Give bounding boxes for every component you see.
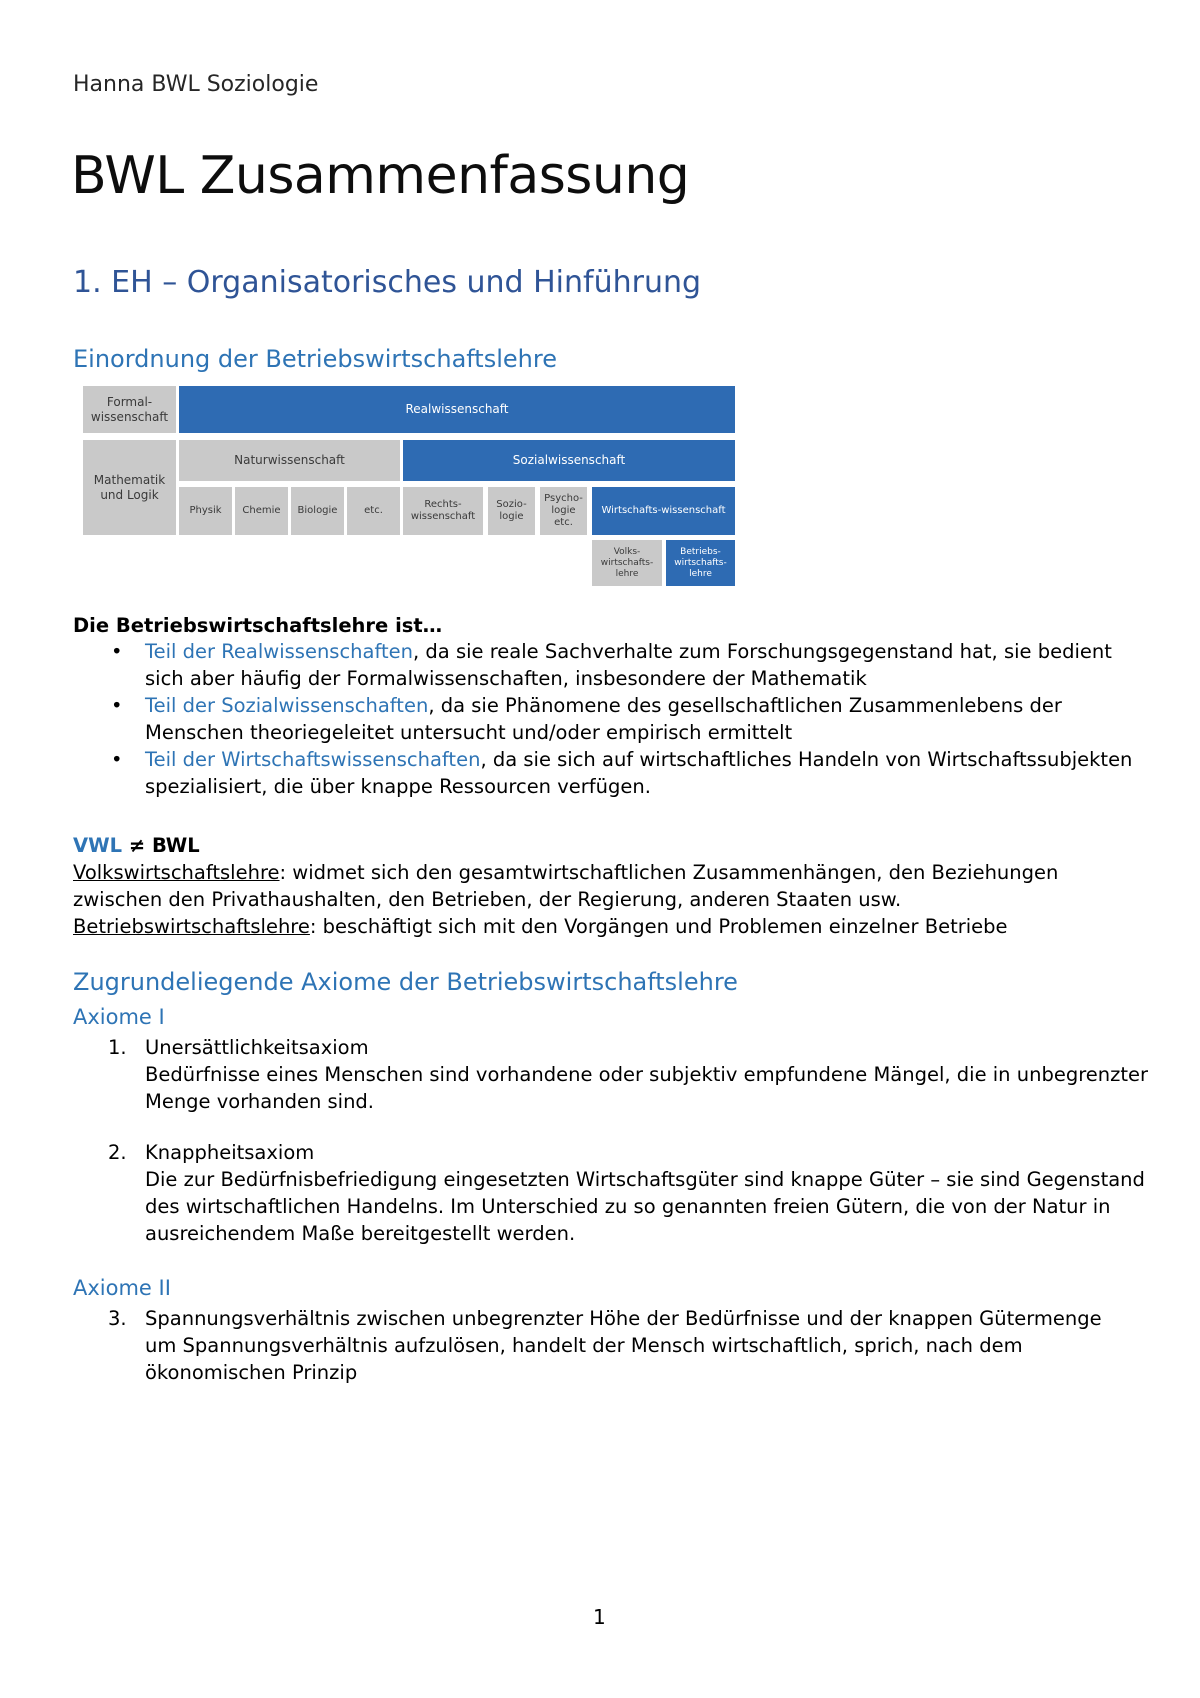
axiom-item-2 (73, 1139, 1153, 1247)
item-title: Spannungsverhältnis zwischen unbegrenzter Höhe der Bedürfnisse und der knappen Gütermenge (145, 1307, 1102, 1330)
item-text: um Spannungsverhältnis aufzulösen, handelt der Mensch wirtschaftlich, sprich, nach dem ökonomischen Prinzip (145, 1334, 1023, 1384)
real-science-box: Realwissenschaft (179, 386, 735, 433)
vwl-definition-text: : widmet sich den gesamtwirtschaftlichen Zusammenhängen, den Beziehungen zwischen den Privathaushalten, den Betrieben, der Regierung, anderen Staaten usw. (73, 861, 1059, 911)
item-title: Unersättlichkeitsaxiom (145, 1036, 369, 1059)
bwl-definition (73, 913, 1153, 940)
item-link-text: Teil der Realwissenschaften (145, 640, 414, 663)
item-number: 1. (108, 1036, 127, 1059)
item-title: Knappheitsaxiom (145, 1141, 315, 1164)
biology-box: Biologie (291, 487, 344, 535)
item-number: 2. (108, 1141, 127, 1164)
item-number: 3. (108, 1307, 127, 1330)
bullet-icon: • (111, 748, 123, 771)
bwl-list (73, 638, 1153, 800)
axiome-2-heading: Axiome II (73, 1276, 171, 1300)
natural-etc-box: etc. (347, 487, 400, 535)
social-science-box: Sozialwissenschaft (403, 440, 735, 481)
psychology-box: Psycho-logie etc. (540, 487, 587, 535)
bwl-definition-text: : beschäftigt sich mit den Vorgängen und Problemen einzelner Betriebe (309, 915, 1008, 938)
list-item (73, 746, 1153, 800)
physics-box: Physik (179, 487, 232, 535)
page-number: 1 (593, 1605, 606, 1629)
bullet-icon: • (111, 694, 123, 717)
vwl-bwl-heading (73, 832, 200, 859)
document-title: BWL Zusammenfassung (71, 146, 690, 206)
axiome-heading: Zugrundeliegende Axiome der Betriebswirtschaftslehre (73, 968, 738, 996)
vwl-label: VWL (73, 834, 123, 857)
law-box: Rechts-wissenschaft (403, 487, 483, 535)
science-classification-diagram (83, 386, 735, 586)
economics-box: Wirtschafts-wissenschaft (592, 487, 735, 535)
neq-bwl-label: ≠ BWL (122, 834, 200, 857)
item-text: Bedürfnisse eines Menschen sind vorhandene oder subjektiv empfundene Mängel, die in unbegrenzter Menge vorhanden sind. (145, 1063, 1149, 1113)
math-logic-box: Mathematik und Logik (83, 440, 176, 535)
einordnung-heading: Einordnung der Betriebswirtschaftslehre (73, 345, 557, 373)
formal-science-box: Formal-wissenschaft (83, 386, 176, 433)
item-link-text: Teil der Sozialwissenschaften (145, 694, 429, 717)
item-text: , da sie sich auf wirtschaftliches Handeln von Wirtschaftssubjekten spezialisiert, die über knappe Ressourcen verfügen. (145, 748, 1133, 798)
axiome-1-heading: Axiome I (73, 1005, 165, 1029)
macroeconomics-box: Volks-wirtschafts-lehre (592, 540, 662, 586)
item-text: , da sie reale Sachverhalte zum Forschungsgegenstand hat, sie bedient sich aber häufig der Formalwissenschaften, insbesondere der Mathematik (145, 640, 1112, 690)
item-text: , da sie Phänomene des gesellschaftlichen Zusammenlebens der Menschen theoriegeleitet untersucht und/oder empirisch ermittelt (145, 694, 1062, 744)
bwl-term: Betriebswirtschaftslehre (73, 915, 310, 938)
sociology-box: Sozio-logie (488, 487, 535, 535)
bullet-icon: • (111, 640, 123, 663)
item-link-text: Teil der Wirtschaftswissenschaften (145, 748, 481, 771)
axiom-item-3 (73, 1305, 1153, 1386)
natural-science-box: Naturwissenschaft (179, 440, 400, 481)
section-heading: 1. EH – Organisatorisches und Hinführung (73, 265, 702, 300)
list-item (73, 638, 1153, 692)
business-administration-box: Betriebs-wirtschafts-lehre (666, 540, 735, 586)
vwl-term: Volkswirtschaftslehre (73, 861, 280, 884)
chemistry-box: Chemie (235, 487, 288, 535)
page-header: Hanna BWL Soziologie (73, 72, 319, 97)
axiom-item-1 (73, 1034, 1153, 1115)
item-text: Die zur Bedürfnisbefriedigung eingesetzten Wirtschaftsgüter sind knappe Güter – sie sind Gegenstand des wirtschaftlichen Handelns. Im Unterschied zu so genannten freien Gütern, die von der Natur in ausreichendem Maße bereitgestellt werden. (145, 1168, 1145, 1245)
vwl-definition (73, 859, 1153, 913)
bwl-lead: Die Betriebswirtschaftslehre ist… (73, 614, 443, 637)
list-item (73, 692, 1153, 746)
